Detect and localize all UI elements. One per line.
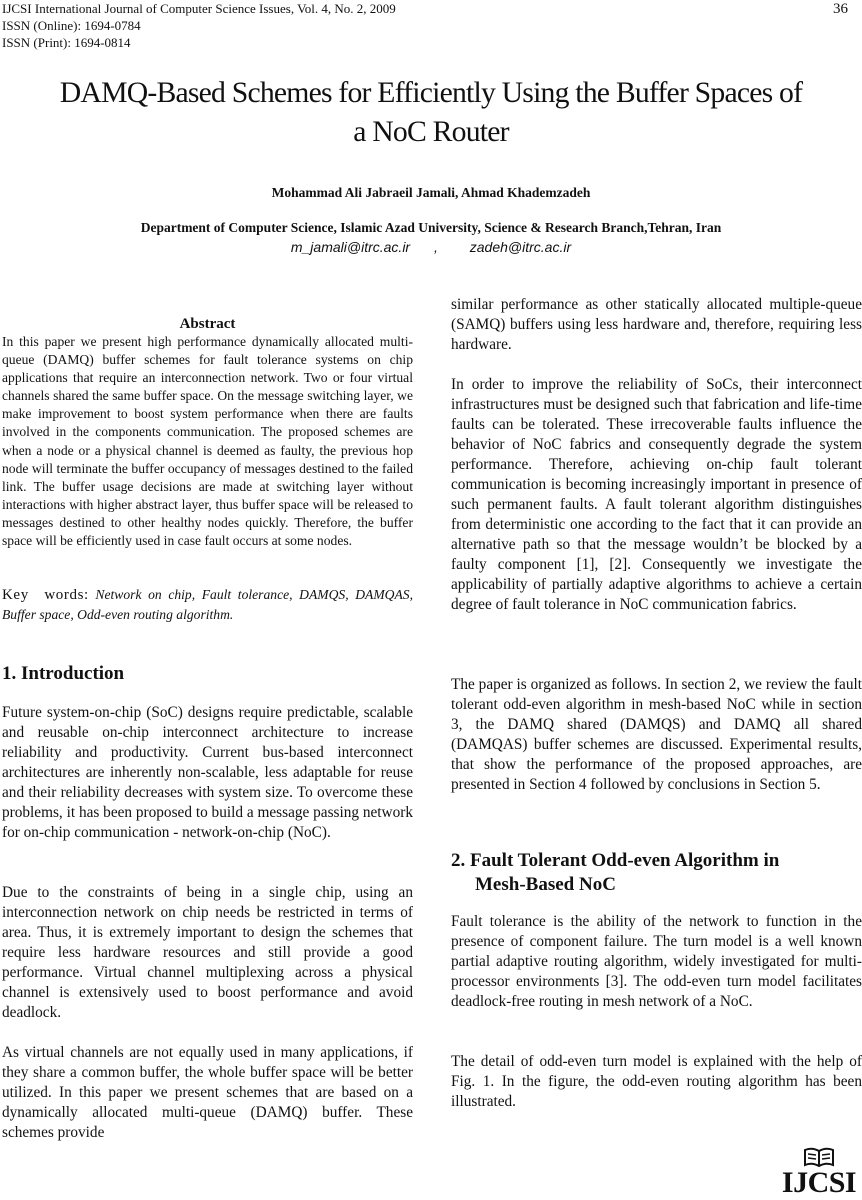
title-line-1: DAMQ-Based Schemes for Efficiently Using the Buffer Spaces of: [59, 76, 803, 109]
intro-paragraph-3: As virtual channels are not equally used in many applications, if they share a common buffer, the whole buffer space will be better utilized. In this paper we present schemes that are based on a dynamically allocated multi-queue (DAMQ) buffer. These schemes provide: [2, 1044, 413, 1141]
intro-paragraph-1: Future system-on-chip (SoC) designs require predictable, scalable and reusable on-chip interconnect architecture to increase reliability and productivity. Current bus-based interconnect architectures are inherently non-scalable, less adaptable for reuse and their reliability decreases with system size. To overcome these problems, it has been proposed to build a message passing network for on-chip communication - network-on-chip (NoC).: [2, 704, 413, 841]
intro-paragraph-4: In order to improve the reliability of SoCs, their interconnect infrastructures must be designed such that fabrication and life-time faults can be tolerated. These irrecoverable faults influence the behavior of NoC fabrics and consequently degrade the system performance. Therefore, achieving on-chip fault tolerant communication is becoming increasingly important in presence of such permanent faults. A fault tolerant algorithm distinguishes from deterministic one according to the fact that it can provide an alternative path so that the message wouldn’t be blocked by a faulty component [1], [2]. Consequently we investigate the applicability of partially adaptive algorithms to achieve a certain degree of fault tolerance in NoC communication fabrics.: [451, 376, 862, 613]
page-number: 36: [833, 1, 848, 17]
open-book-icon: [802, 1146, 836, 1168]
section-2-heading-line-2: Mesh-Based NoC: [475, 874, 616, 895]
paper-title: [4, 73, 857, 151]
intro-paragraph-2: Due to the constraints of being in a single chip, using an interconnection network on chip needs be restricted in terms of area. Thus, it is extremely important to design the schemes that require less hardware resources and still provide a good performance. Virtual channel multiplexing across a physical channel is extensively used to boost performance and avoid deadlock.: [2, 884, 413, 1021]
abstract-text: In this paper we present high performance dynamically allocated multi-queue (DAMQ) buffer schemes for fault tolerance systems on chip applications that require an interconnection network. Two or four virtual channels shared the same buffer space. On the message switching layer, we make improvement to boost system performance when there are faults involved in the components communication. The proposed schemes are when a node or a physical channel is deemed as faulty, the previous hop node will terminate the buffer occupancy of messages destined to the failed link. The buffer usage decisions are made at switching layer without interactions with higher abstract layer, thus buffer space will be released to messages destined to other healthy nodes quickly. Therefore, the buffer space will be efficiently used in case fault occurs at some nodes.: [2, 334, 413, 549]
email-separator: ,: [433, 239, 438, 255]
keywords: [2, 585, 413, 625]
email-link-2[interactable]: zadeh@itrc.ac.ir: [469, 239, 572, 255]
issn-print: ISSN (Print): 1694-0814: [2, 35, 131, 50]
section-heading-fault-tolerant: [451, 849, 779, 897]
author-emails: [0, 239, 862, 255]
logo-text: IJCSI: [781, 1166, 857, 1199]
section-heading-introduction: 1. Introduction: [2, 663, 125, 684]
section-2-heading-line-1: 2. Fault Tolerant Odd-even Algorithm in: [451, 850, 780, 871]
journal-line: IJCSI International Journal of Computer Science Issues, Vol. 4, No. 2, 2009: [2, 1, 396, 16]
abstract-heading: Abstract: [179, 316, 236, 332]
journal-logo: [776, 1146, 862, 1198]
running-header: [2, 0, 396, 51]
section-2-paragraph-2: The detail of odd-even turn model is explained with the help of Fig. 1. In the figure, the odd-even routing algorithm has been illustrated.: [451, 1053, 862, 1110]
issn-online: ISSN (Online): 1694-0784: [2, 18, 141, 33]
keywords-label: Key words:: [2, 587, 89, 603]
section-2-paragraph-1: Fault tolerance is the ability of the network to function in the presence of component failure. The turn model is a well known partial adaptive routing algorithm, widely investigated for multi-processor environments [3]. The odd-even turn model facilitates deadlock-free routing in mesh network of a NoC.: [451, 913, 862, 1010]
keywords-list: Network on chip, Fault tolerance, DAMQS, DAMQAS, Buffer space, Odd-even routing algorithm.: [2, 587, 413, 622]
intro-paragraph-3-continued: similar performance as other statically allocated multiple-queue (SAMQ) buffers using less hardware and, therefore, requiring less hardware.: [451, 296, 862, 353]
intro-paragraph-5: The paper is organized as follows. In section 2, we review the fault tolerant odd-even algorithm in mesh-based NoC while in section 3, the DAMQ shared (DAMQS) and DAMQ all shared (DAMQAS) buffer schemes are discussed. Experimental results, that show the performance of the proposed approaches, are presented in Section 4 followed by conclusions in Section 5.: [451, 676, 862, 793]
affiliation: Department of Computer Science, Islamic Azad University, Science & Research Branch,Tehran, Iran: [140, 220, 722, 235]
authors: Mohammad Ali Jabraeil Jamali, Ahmad Khademzadeh: [271, 185, 591, 200]
title-line-2: a NoC Router: [353, 115, 509, 148]
email-link-1[interactable]: m_jamali@itrc.ac.ir: [290, 239, 411, 255]
